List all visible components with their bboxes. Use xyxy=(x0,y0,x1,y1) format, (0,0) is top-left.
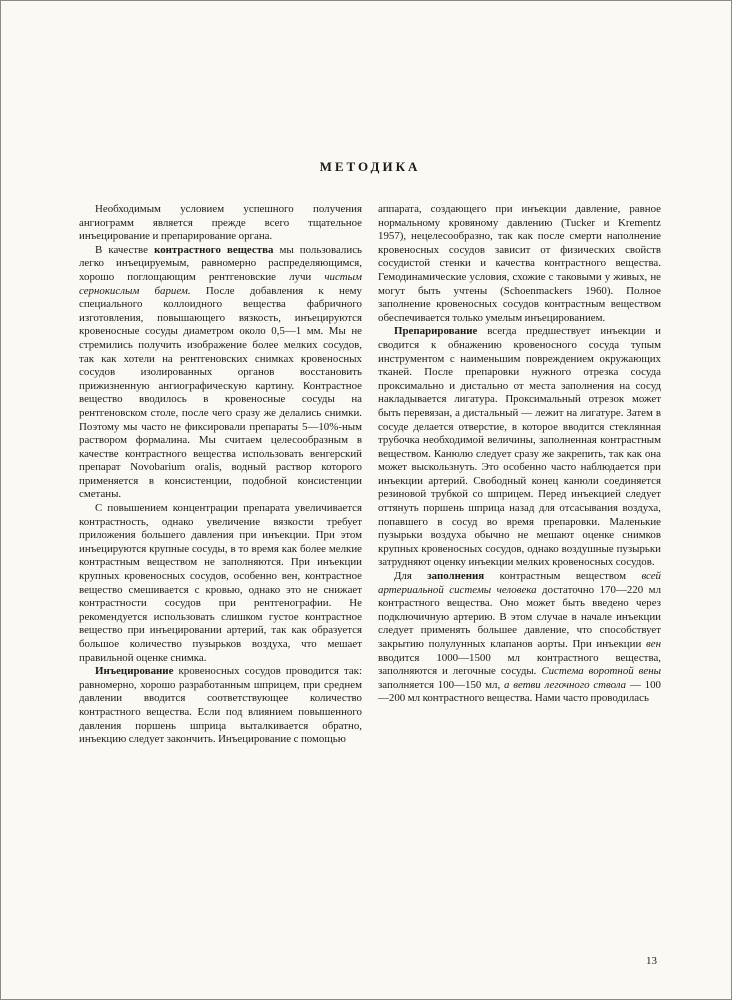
text-run: аппарата, создающего при инъекции давление, равное нормальному кровяному давлению (Tucker и Krementz 1957), нецелесообразно, так как после смерти наполнение кровеносных сосудов зависит от физических свойств сосудистой стенки и качества контрастного вещества. Гемодинамические условия, схожие с таковыми у живых, не могут быть учтены (Schoenmackers 1960). Полное заполнение кровеносных сосудов контрастным веществом обеспечивается только умелым инъецированием. xyxy=(378,203,661,324)
paragraph xyxy=(378,203,661,325)
text-run: После добавления к нему специального коллоидного вещества фабричного изготовления, повышающего вязкость, инъецируются кровеносные сосуды диаметром около 0,5—1 мм. Мы не стремились получить изображение более мелких сосудов, так как хотели на рентгеновских снимках кровеносных сосудов изолированных органов восстановить прижизненную ангиографическую картину. Контрастное вещество вводилось в кровеносные сосуды на рентгеновском столе, после чего сразу же делались снимки. Поэтому мы часто не фиксировали препараты 5—10%-ным раствором формалина. Мы считаем целесообразным в качестве контрастного вещества использовать венгерский препарат Novobarium oralis, водный раствор которого применяется в консистенции, подобной консистенции сметаны. xyxy=(79,284,363,501)
text-columns xyxy=(79,203,661,747)
text-run-bold: заполнения xyxy=(427,570,485,583)
text-run-bold: Инъецирование xyxy=(95,665,174,678)
text-run: мы пользовались легко инъецируемым, равномерно распределяющимся, хорошо поглощающим рентгеновские лучи xyxy=(79,243,362,283)
text-run: — 100—200 мл контрастного вещества. Нами часто проводилась xyxy=(378,678,661,705)
right-column xyxy=(378,203,661,747)
paragraph xyxy=(79,665,362,747)
text-run: Необходимым условием успешного получения ангиограмм является прежде всего тщательное инъецирование и препарирование органа. xyxy=(79,203,362,243)
text-run-italic: вен xyxy=(646,638,661,650)
text-run: всегда предшествует инъекции и сводится к обнажению кровеносного сосуда тупым инструментом с наименьшим повреждением окружающих тканей. После препаровки нужного отрезка сосуда проксимально и дистально от места заполнения на сосуд накладывается лигатура. Проксимальный отрезок может быть перевязан, а дистальный — лежит на лигатуре. Затем в сосуде делается отверстие, в которое вводится стеклянная трубочка необходимой величины, заполненная контрастным веществом. Канюлю следует сразу же закрепить, так как она может выскользнуть. Это особенно часто наблюдается при инъекции артерий. Свободный конец канюли соединяется резиновой трубкой со шприцем. Перед инъекцией следует оттянуть поршень шприца назад для отсасывания воздуха, попавшего в сосуд во время препаровки. Маленькие пузырьки воздуха обычно не мешают оценке снимков крупных кровеносных сосудов, однако воздушные пузырьки затрудняют оценку инъекции мелких кровеносных сосудов. xyxy=(378,325,661,569)
text-run: достаточно 170—220 мл контрастного вещества. Оно может быть введено через подключичную артерию. В этом случае в начале инъекции следует применять большее давление, что способствует закрытию полулунных клапанов аорты. При инъекции xyxy=(378,583,662,650)
paragraph xyxy=(79,203,362,244)
text-run: заполняется 100—150 мл, xyxy=(378,678,505,691)
text-run-italic: чистым сернокислым барием. xyxy=(79,270,362,297)
text-run-italic: Система воротной вены xyxy=(541,665,661,678)
text-run: кровеносных сосудов проводится так: равномерно, хорошо разработанным шприцем, при среднем давлении вводится соответствующее количество контрастного вещества. Если под влиянием повышенного давления поршень шприца выталкивается обратно, инъекцию следует закончить. Инъецирование с помощью xyxy=(79,665,362,746)
text-run-bold: Препарирование xyxy=(394,325,478,338)
left-column xyxy=(79,203,362,747)
text-run: вводится 1000—1500 мл контрастного вещества, заполняются и легочные сосуды. xyxy=(378,651,661,678)
paragraph xyxy=(79,244,362,502)
page-title: МЕТОДИКА xyxy=(319,159,421,174)
text-run: Для xyxy=(394,570,428,583)
text-run-bold: контрастного вещества xyxy=(154,243,274,256)
text-run-italic: а ветви легочного ствола xyxy=(504,678,627,691)
page-number: 13 xyxy=(646,955,657,967)
text-run: В качестве xyxy=(95,243,155,256)
paragraph xyxy=(79,502,362,665)
text-run: С повышением концентрации препарата увеличивается контрастность, однако увеличение вязкости требует приложения большего давления при инъекции. При этом инъецируются крупные сосуды, в то время как более мелкие контрастным веществом не заполняются. При инъекции крупных кровеносных сосудов, особенно вен, контрастное вещество смешивается с кровью, однако это не снижает контрастности сосудов при рентгенографии. Не рекомендуется использовать слишком густое контрастное вещество при инъецировании артерий, так как образуется большое количество пузырьков воздуха, что мешает правильной оценке снимка. xyxy=(79,502,362,664)
paragraph xyxy=(378,325,661,570)
paragraph xyxy=(378,570,661,706)
text-run-italic: всей артериальной системы человека xyxy=(378,570,661,596)
text-run: контрастным веществом xyxy=(484,570,642,583)
